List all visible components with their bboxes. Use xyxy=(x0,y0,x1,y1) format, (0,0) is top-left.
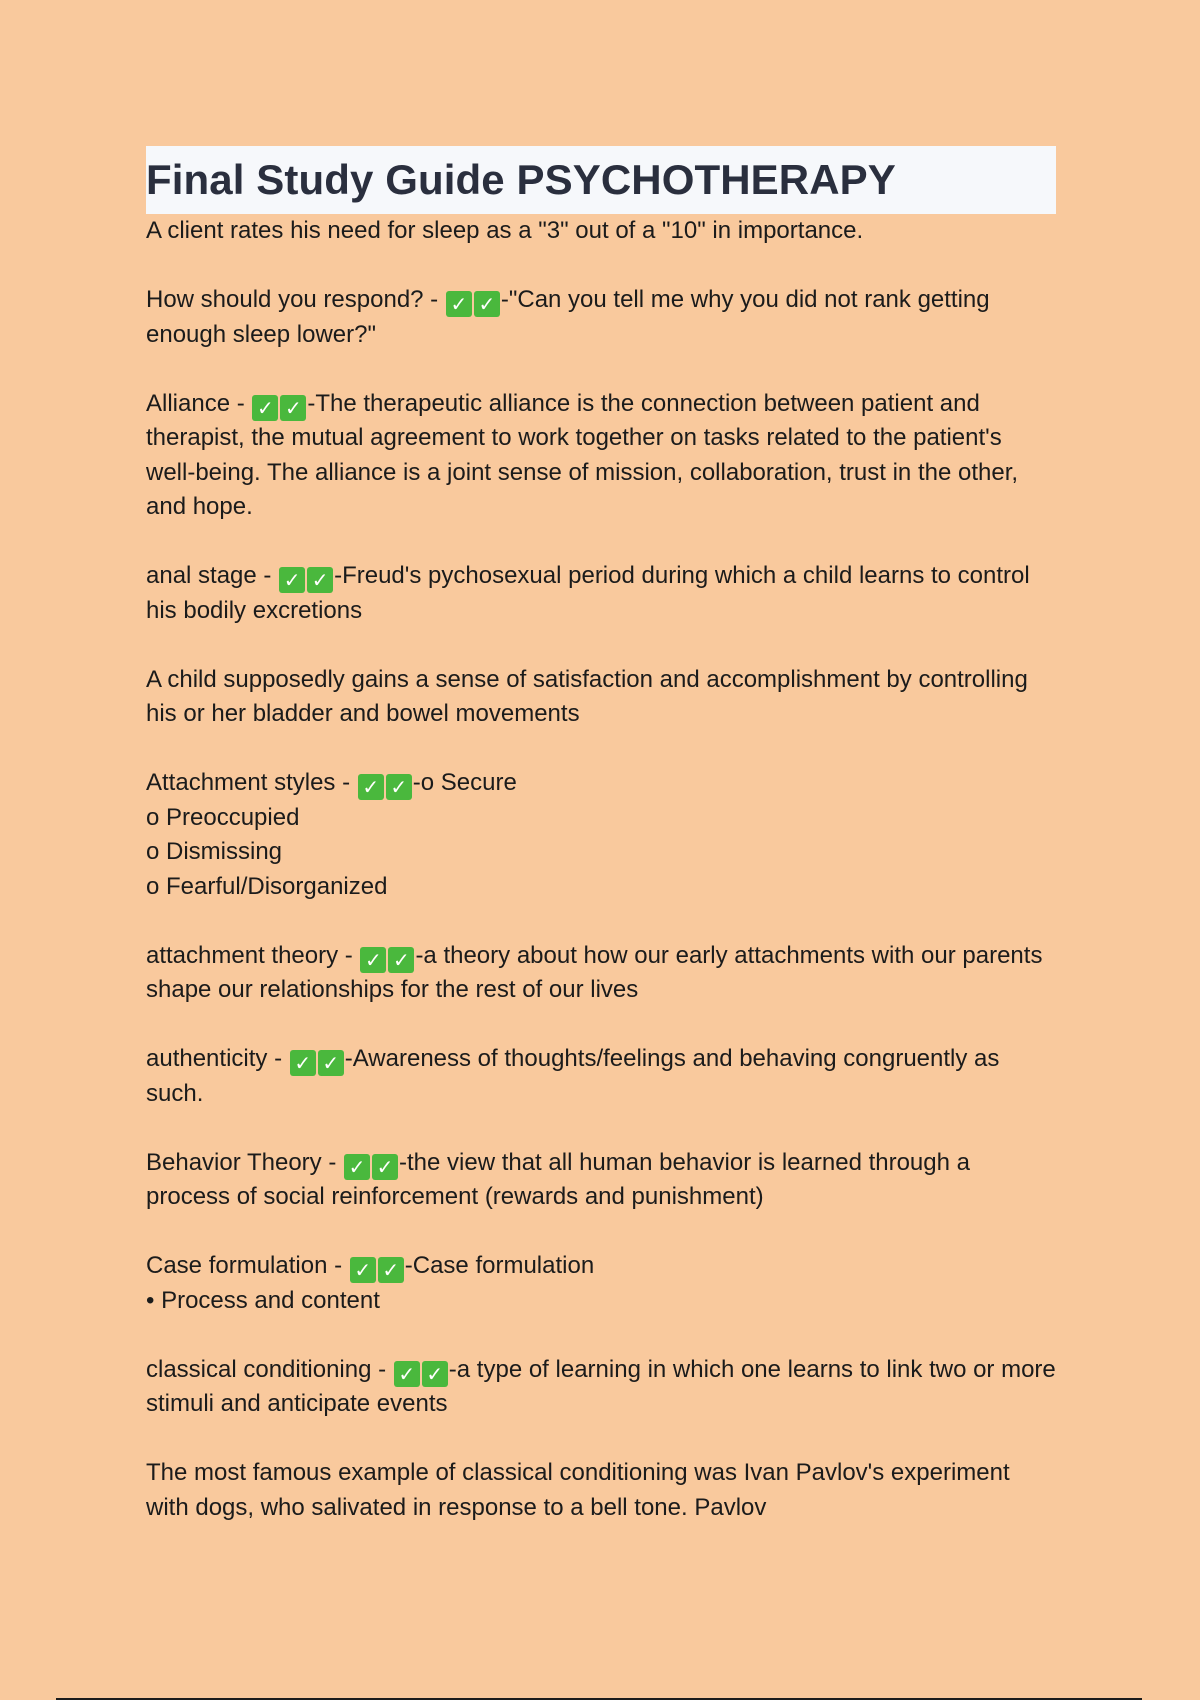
check-mark-icon: ✓ xyxy=(372,1154,398,1180)
entry-definition: -Case formulation xyxy=(404,1252,595,1279)
entry-term: How should you respond? xyxy=(146,286,424,313)
entry-sub-item: • Process and content xyxy=(146,1286,380,1314)
note-paragraph: A child supposedly gains a sense of satisfaction and accomplishment by controlling his or her bladder and bowel movements xyxy=(146,665,1028,727)
glossary-entry: classical conditioning - ✓ ✓ -a type of learning in which one learns to link two or more stimuli and anticipate events xyxy=(146,1355,1056,1417)
check-mark-icon: ✓ xyxy=(394,1361,420,1387)
intro-text: A client rates his need for sleep as a "3" out of a "10" in importance. xyxy=(146,217,864,244)
check-mark-icon: ✓ xyxy=(422,1361,448,1387)
note-paragraph: The most famous example of classical conditioning was Ivan Pavlov's experiment with dogs, who salivated in response to a bell tone. Pavlov xyxy=(146,1459,1010,1521)
glossary-entry: Behavior Theory - ✓ ✓ -the view that all human behavior is learned through a process of social reinforcement (rewards and punishment) xyxy=(146,1148,970,1210)
entry-sub-item: o Fearful/Disorganized xyxy=(146,872,388,900)
entry-list xyxy=(146,214,1056,1525)
glossary-entry: How should you respond? - ✓ ✓ -"Can you tell me why you did not rank getting enough sleep lower?" xyxy=(146,286,990,348)
page-title: Final Study Guide PSYCHOTHERAPY xyxy=(146,156,896,203)
check-mark-icon: ✓ xyxy=(344,1154,370,1180)
entry-definition: -a type of learning in which one learns to link two or more stimuli and anticipate events xyxy=(146,1355,1056,1417)
entry-definition: -"Can you tell me why you did not rank getting enough sleep lower?" xyxy=(146,286,990,348)
entry-term: Attachment styles xyxy=(146,769,336,796)
glossary-entry: Case formulation - ✓ ✓ -Case formulation • Process and content xyxy=(146,1249,1056,1318)
check-mark-icon: ✓ xyxy=(360,947,386,973)
check-mark-icon: ✓ xyxy=(474,291,500,317)
entry-term: Behavior Theory xyxy=(146,1148,322,1176)
entry-term: authenticity xyxy=(146,1045,268,1072)
entry-definition: -a theory about how our early attachments with our parents shape our relationships for the rest of our lives xyxy=(146,941,1043,1003)
glossary-entry: authenticity - ✓ ✓ -Awareness of thoughts/feelings and behaving congruently as such. xyxy=(146,1045,1000,1107)
title-bar xyxy=(146,146,1056,214)
check-mark-icon: ✓ xyxy=(318,1050,344,1076)
check-mark-icon: ✓ xyxy=(358,774,384,800)
study-guide-page xyxy=(146,146,1056,1560)
entry-term: Alliance xyxy=(146,389,231,417)
check-mark-icon: ✓ xyxy=(446,291,472,317)
check-mark-icon: ✓ xyxy=(279,567,305,593)
check-mark-icon: ✓ xyxy=(252,395,278,421)
entry-term: classical conditioning xyxy=(146,1355,372,1383)
glossary-entry: attachment theory - ✓ ✓ -a theory about how our early attachments with our parents shape our relationships for the rest of our lives xyxy=(146,941,1043,1003)
check-mark-icon: ✓ xyxy=(280,395,306,421)
check-mark-icon: ✓ xyxy=(388,947,414,973)
entry-sub-item: o Preoccupied xyxy=(146,803,300,831)
entry-definition: -Awareness of thoughts/feelings and behaving congruently as such. xyxy=(146,1045,1000,1107)
entry-term: attachment theory xyxy=(146,941,339,969)
check-mark-icon: ✓ xyxy=(290,1050,316,1076)
check-mark-icon: ✓ xyxy=(350,1257,376,1283)
check-mark-icon: ✓ xyxy=(386,774,412,800)
entry-definition: -The therapeutic alliance is the connection between patient and therapist, the mutual agreement to work together on tasks related to the patient's well-being. The alliance is a joint sense of mission, collaboration, trust in the other, and hope. xyxy=(146,389,1019,520)
check-mark-icon: ✓ xyxy=(307,567,333,593)
entry-definition: -the view that all human behavior is learned through a process of social reinforcement (rewards and punishment) xyxy=(146,1148,970,1210)
entry-term: Case formulation xyxy=(146,1252,328,1279)
entry-definition: -o Secure xyxy=(412,769,517,796)
glossary-entry: anal stage - ✓ ✓ -Freud's pychosexual period during which a child learns to control his bodily excretions xyxy=(146,562,1030,624)
glossary-entry: Alliance - ✓ ✓ -The therapeutic alliance is the connection between patient and therapist, the mutual agreement to work together on tasks related to the patient's well-being. The alliance is a joint sense of mission, collaboration, trust in the other, and hope. xyxy=(146,389,1019,520)
entry-term: anal stage xyxy=(146,562,257,589)
check-mark-icon: ✓ xyxy=(378,1257,404,1283)
entry-definition: -Freud's pychosexual period during which a child learns to control his bodily excretions xyxy=(146,562,1030,624)
glossary-entry: Attachment styles - ✓ ✓ -o Secure o Preoccupied o Dismissing o Fearful/Disorganized xyxy=(146,766,1056,904)
entry-sub-item: o Dismissing xyxy=(146,838,283,865)
